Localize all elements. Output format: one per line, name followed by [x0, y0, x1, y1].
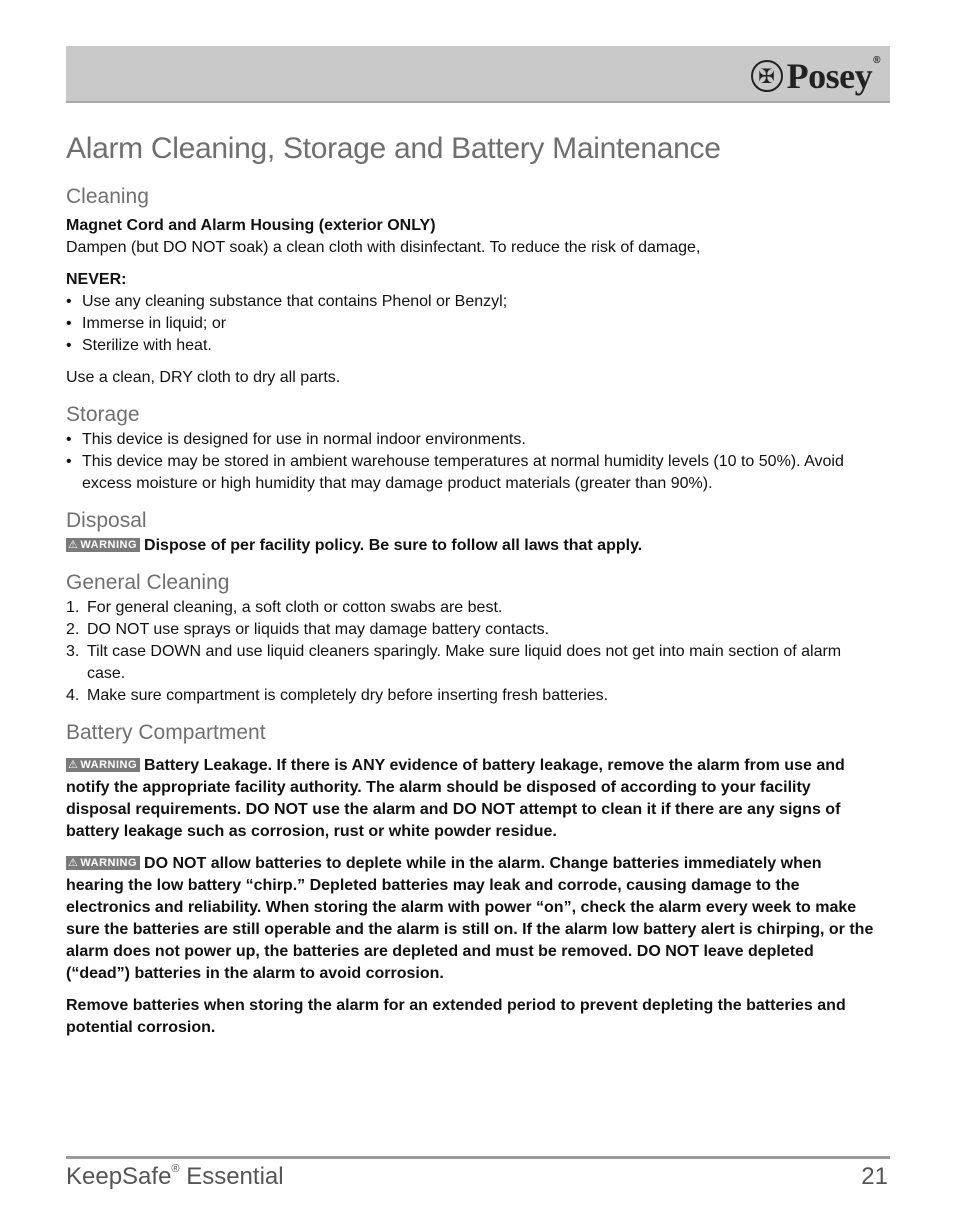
list-item: 3. Tilt case DOWN and use liquid cleaners sparingly. Make sure liquid does not get into main section of alarm case.: [66, 643, 842, 682]
logo-text: Posey®: [786, 55, 880, 96]
list-item: • Sterilize with heat.: [66, 335, 880, 357]
battery-compartment-heading: Battery Compartment: [66, 721, 266, 744]
footer-product-name: KeepSafe® Essential: [66, 1163, 284, 1190]
disposal-warning: ⚠ WARNING Dispose of per facility policy. Be sure to follow all laws that apply.: [68, 537, 643, 554]
footer-divider: [66, 1156, 890, 1159]
page-content: [66, 183, 880, 1039]
warning-triangle-icon: ⚠: [68, 758, 79, 771]
warning-badge: ⚠ WARNING: [66, 856, 140, 870]
battery-leakage-warning: ⚠ WARNING Battery Leakage. If there is ANY evidence of battery leakage, remove the alarm from use and notify the appropriate facility authority. The alarm should be disposed of according to your facility disposal requirements. DO NOT use the alarm and DO NOT attempt to clean it if there are any signs of battery leakage such as corrosion, rust or white powder residue.: [66, 757, 845, 840]
never-list: [66, 291, 880, 357]
cleaning-heading: Cleaning: [66, 185, 149, 208]
cleaning-intro: Dampen (but DO NOT soak) a clean cloth with disinfectant. To reduce the risk of damage,: [66, 239, 701, 256]
storage-list: [66, 429, 880, 495]
page-title: Alarm Cleaning, Storage and Battery Maintenance: [66, 132, 721, 165]
storage-heading: Storage: [66, 403, 140, 426]
posey-logo: [751, 55, 880, 97]
battery-storage-note: Remove batteries when storing the alarm for an extended period to prevent depleting the batteries and potential corrosion.: [66, 997, 846, 1036]
general-cleaning-heading: General Cleaning: [66, 571, 230, 594]
header-bar: [66, 46, 890, 103]
posey-logo-icon: ✠: [751, 60, 783, 92]
list-item: • Use any cleaning substance that contains Phenol or Benzyl;: [66, 291, 880, 313]
page-number: 21: [861, 1163, 888, 1190]
dry-note: Use a clean, DRY cloth to dry all parts.: [66, 369, 341, 386]
battery-deplete-warning: ⚠ WARNING DO NOT allow batteries to deplete while in the alarm. Change batteries immediately when hearing the low battery “chirp.” Depleted batteries may leak and corrode, causing damage to the electronics and reliability. When storing the alarm with power “on”, check the alarm every week to make sure the batteries are still operable and the alarm is still on. If the alarm low battery alert is chirping, or the alarm does not power up, the batteries are depleted and must be removed. DO NOT leave depleted (“dead”) batteries in the alarm to avoid corrosion.: [66, 855, 874, 982]
list-item: 2. DO NOT use sprays or liquids that may damage battery contacts.: [66, 621, 550, 638]
warning-badge: ⚠ WARNING: [66, 758, 140, 772]
list-item: • Immerse in liquid; or: [66, 313, 880, 335]
list-item: • This device may be stored in ambient warehouse temperatures at normal humidity levels (10 to 50%). Avoid excess moisture or high humidity that may damage product materials (greater than 90%).: [66, 451, 880, 495]
cleaning-subheading: Magnet Cord and Alarm Housing (exterior ONLY): [66, 217, 436, 234]
disposal-heading: Disposal: [66, 509, 147, 532]
list-item: 1. For general cleaning, a soft cloth or cotton swabs are best.: [66, 599, 503, 616]
warning-triangle-icon: ⚠: [68, 538, 79, 551]
list-item: • This device is designed for use in normal indoor environments.: [66, 429, 880, 451]
never-label: NEVER:: [66, 271, 127, 288]
warning-triangle-icon: ⚠: [68, 856, 79, 869]
general-cleaning-list: [66, 597, 880, 707]
list-item: 4. Make sure compartment is completely dry before inserting fresh batteries.: [66, 687, 609, 704]
warning-badge: ⚠ WARNING: [66, 538, 140, 552]
